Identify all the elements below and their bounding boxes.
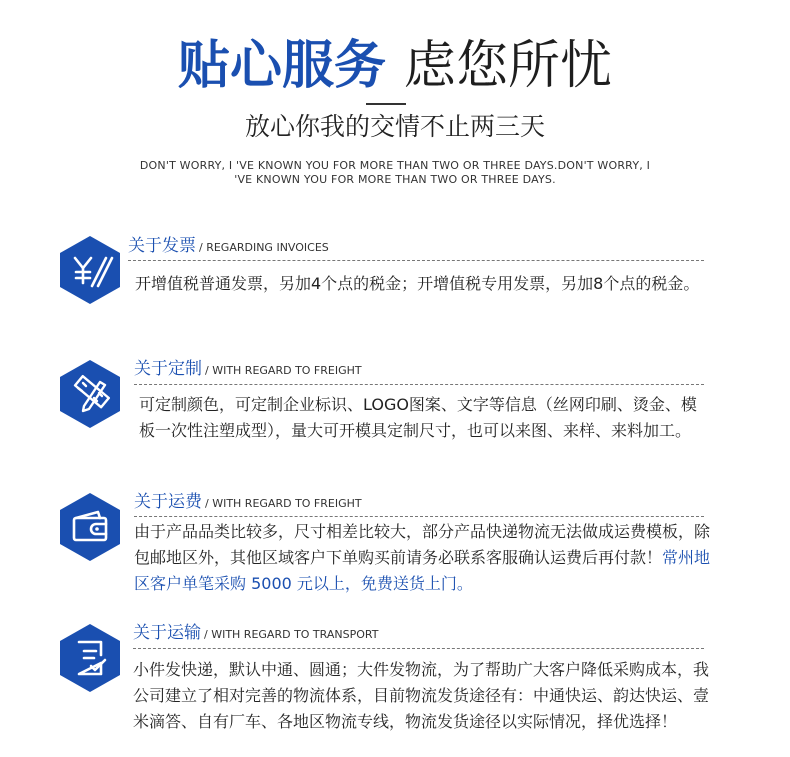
free-delivery-note: 常州地区客户单笔采购 5000 元以上，免费送货上门。 (134, 548, 711, 593)
english-tagline: DON'T WORRY, I 'VE KNOWN YOU FOR MORE THAN TWO OR THREE DAYS.DON'T WORRY, I 'VE KNOWN YOU FOR MORE THAN TWO OR THREE DAYS. (139, 159, 651, 186)
title-divider (366, 103, 406, 105)
section-divider (134, 516, 704, 517)
wallet-icon (58, 491, 122, 563)
section-title: 关于发票 (128, 236, 196, 256)
section-title: 关于运输 (133, 623, 201, 643)
section-heading (128, 235, 329, 259)
section-title: 关于定制 (134, 359, 202, 379)
section-heading (134, 358, 362, 382)
section-body-text: 由于产品品类比较多，尺寸相差比较大，部分产品快递物流无法做成运费模板，除包邮地区外，其他区域客户下单购买前请务必联系客服确认运费后再付款！ (134, 522, 711, 567)
section-divider (134, 384, 704, 385)
section-title: 关于运费 (134, 492, 202, 512)
checklist-document-icon (58, 622, 122, 694)
pencil-ruler-icon (58, 358, 122, 430)
yen-invoice-icon (58, 234, 122, 306)
section-divider (128, 260, 704, 261)
section-subtitle: / WITH REGARD TO FREIGHT (205, 364, 362, 377)
section-body (134, 519, 712, 597)
section-heading (133, 622, 378, 646)
page-subtitle: 放心你我的交情不止两三天 (244, 112, 545, 141)
page-title (0, 34, 790, 98)
section-subtitle: / REGARDING INVOICES (199, 241, 329, 254)
title-main: 虑您所忧 (404, 36, 613, 96)
section-body: 可定制颜色，可定制企业标识、LOGO图案、文字等信息（丝网印刷、烫金、模板一次性注塑成型），量大可开模具定制尺寸，也可以来图、来样、来料加工。 (139, 395, 697, 440)
section-heading (134, 491, 362, 515)
section-subtitle: / WITH REGARD TO TRANSPORT (204, 628, 379, 641)
title-highlight: 贴心服务 (177, 36, 386, 96)
section-divider (133, 648, 704, 649)
section-body: 小件发快递，默认中通、圆通；大件发物流，为了帮助广大客户降低采购成本，我公司建立了相对完善的物流体系，目前物流发货途径有：中通快运、韵达快运、壹米滴答、自有厂车、各地区物流专线，物流发货途径以实际情况，择优选择！ (133, 660, 710, 731)
section-body: 开增值税普通发票，另加4个点的税金；开增值税专用发票，另加8个点的税金。 (135, 274, 700, 293)
section-subtitle: / WITH REGARD TO FREIGHT (205, 497, 362, 510)
